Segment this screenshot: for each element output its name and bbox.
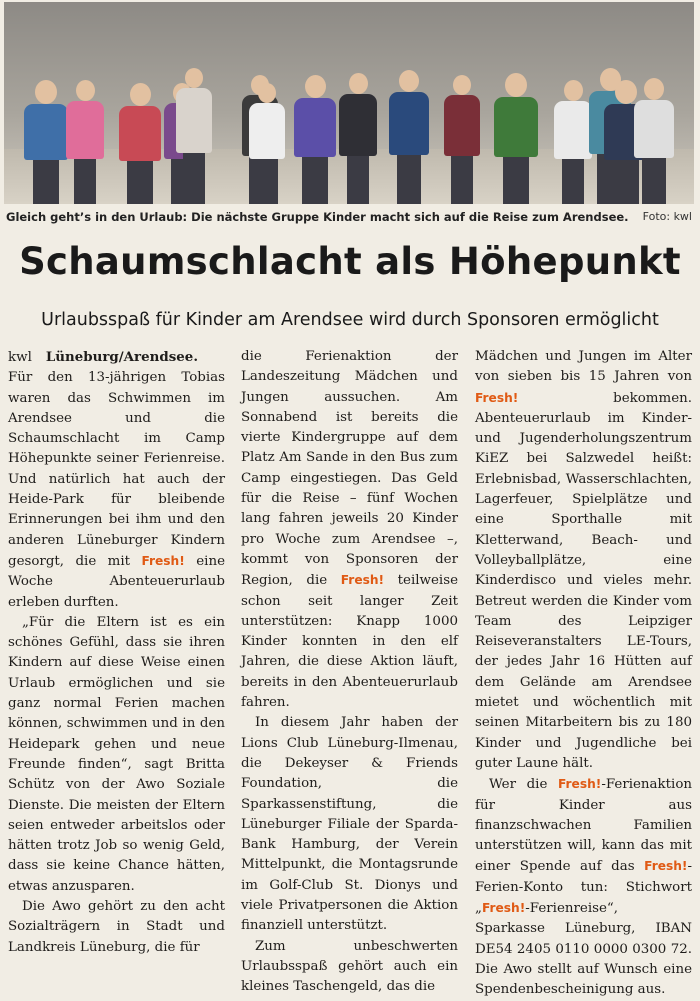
article-column-2 — [241, 347, 458, 998]
photo-child-figure — [554, 80, 592, 204]
photo-child-figure — [176, 68, 212, 204]
paragraph: Die Awo gehört zu den acht Sozialträgern in Stadt und Landkreis Lüneburg, die für — [8, 899, 225, 955]
article-headline: Schaumschlacht als Höhepunkt — [19, 240, 681, 283]
brand-fresh: Fresh! — [475, 390, 519, 405]
brand-fresh: Fresh! — [558, 777, 602, 792]
photo-child-figure — [119, 83, 161, 204]
photo-child-figure — [494, 73, 538, 204]
photo-child-figure — [634, 78, 674, 204]
photo-child-figure — [249, 83, 285, 204]
photo-child-figure — [444, 75, 480, 204]
paragraph-text: die Ferienaktion der Landeszeitung Mädchen und Jungen aussuchen. Am Sonnabend ist bereits die vierte Kindergruppe auf dem Platz Am Sande in den Bus zum Camp eingestiegen. Das Geld für die Reise – fünf Wochen lang fahren jeweils 20 Kinder pro Woche zum Arendsee –, kommt von Sponsoren der Region, die — [241, 349, 458, 589]
paragraph: In diesem Jahr haben der Lions Club Lüneburg-Ilmenau, die Dekeyser & Friends Foundation, die Sparkassenstiftung, die Lüneburger Filiale der Sparda-Bank Hamburg, der Verein Mittelpunkt, die Montagsrunde im Golf-Club St. Dionys und viele Privatpersonen die Aktion finanziell unterstützt. — [241, 715, 458, 934]
paragraph-lead — [8, 347, 225, 613]
paragraph-text: Für den 13-jährigen Tobias waren das Schwimmen im Arendsee und die Schaumschlacht im Camp Höhepunkte seiner Ferienreise. Und natürlich hat auch der Heide-Park für bleibende Erinnerungen bei ihm und den anderen Lüneburger Kindern gesorgt, die mit — [8, 370, 225, 569]
article-subheadline: Urlaubsspaß für Kinder am Arendsee wird durch Sponsoren ermöglicht — [41, 310, 659, 330]
paragraph: „Für die Eltern ist es ein schönes Gefühl, dass sie ihren Kindern auf diese Weise einen Urlaub ermöglichen und sie ganz normal Ferien machen können, schwimmen und in den Heidepark gehen und neue Freunde finden“, sagt Britta Schütz von der Awo Soziale Dienste. Die meisten der Eltern seien entweder arbeitslos oder hätten trotz Job so wenig Geld, dass sie keine Chance hätten, etwas anzusparen. — [8, 614, 225, 894]
paragraph-text: Wer die — [489, 777, 548, 793]
brand-fresh: Fresh! — [644, 859, 688, 874]
brand-fresh: Fresh! — [141, 553, 185, 568]
paragraph-text: -Ferienreise“, Sparkasse Lüneburg, IBAN DE54 2405 0110 0000 0300 72. Die Awo stellt auf Wunsch eine Spendenbescheinigung aus. — [475, 901, 692, 998]
photo-caption: Gleich geht’s in den Urlaub: Die nächste Gruppe Kinder macht sich auf die Reise zum Arendsee. — [6, 210, 629, 224]
paragraph — [475, 774, 692, 1000]
paragraph-text: bekommen. Abenteuerurlaub im Kinder- und Jugenderholungszentrum KiEZ bei Salzwedel heißt: Erlebnisbad, Wasserschlachten, Lagerfeuer, Spielplätze und eine Sporthalle mit Kletterwand, Beach- und Volleyballplätze, eine Kinderdisco und vieles mehr. Betreut werden die Kinder vom Team des Leipziger Reiseveranstalters LE-Tours, der jedes Jahr 16 Hütten auf dem Gelände am Arendsee mietet und wöchentlich mit seinen Mitarbeitern bis zu 180 Kinder und Jugendliche bei guter Laune hält. — [475, 390, 692, 771]
photo-child-figure — [66, 80, 104, 204]
paragraph-text: -Ferienaktion für Kinder aus finanzschwachen Familien unterstützen will, kann das mit einer Spende auf das — [475, 777, 692, 875]
brand-fresh: Fresh! — [481, 901, 526, 916]
photo-child-figure — [339, 73, 377, 204]
article-column-1 — [8, 347, 225, 958]
paragraph-text: Mädchen und Jungen im Alter von sieben bis 15 Jahren von — [475, 349, 692, 385]
paragraph — [241, 347, 458, 713]
photo-child-figure — [389, 70, 429, 204]
photo-child-figure — [294, 75, 336, 204]
photo-credit: Foto: kwl — [642, 210, 692, 223]
dateline: Lüneburg/Arendsee. — [45, 349, 198, 365]
paragraph — [475, 347, 692, 774]
byline: kwl — [8, 350, 32, 365]
article-column-3 — [475, 347, 692, 1001]
brand-fresh: Fresh! — [340, 573, 385, 588]
photo-child-figure — [24, 80, 68, 204]
group-photo — [4, 2, 694, 204]
paragraph-text: eine Woche Abenteuerurlaub erleben durften. — [8, 553, 225, 610]
paragraph: Zum unbeschwerten Urlaubsspaß gehört auch ein kleines Taschengeld, das die — [241, 938, 458, 995]
paragraph-text: -Ferien-Konto tun: Stichwort „ — [475, 859, 692, 917]
paragraph-text: teilweise schon seit langer Zeit unterstützen: Knapp 1000 Kinder konnten in den elf Jahren, die diese Aktion läuft, bereits in den Abenteuerurlaub fahren. — [241, 573, 459, 711]
